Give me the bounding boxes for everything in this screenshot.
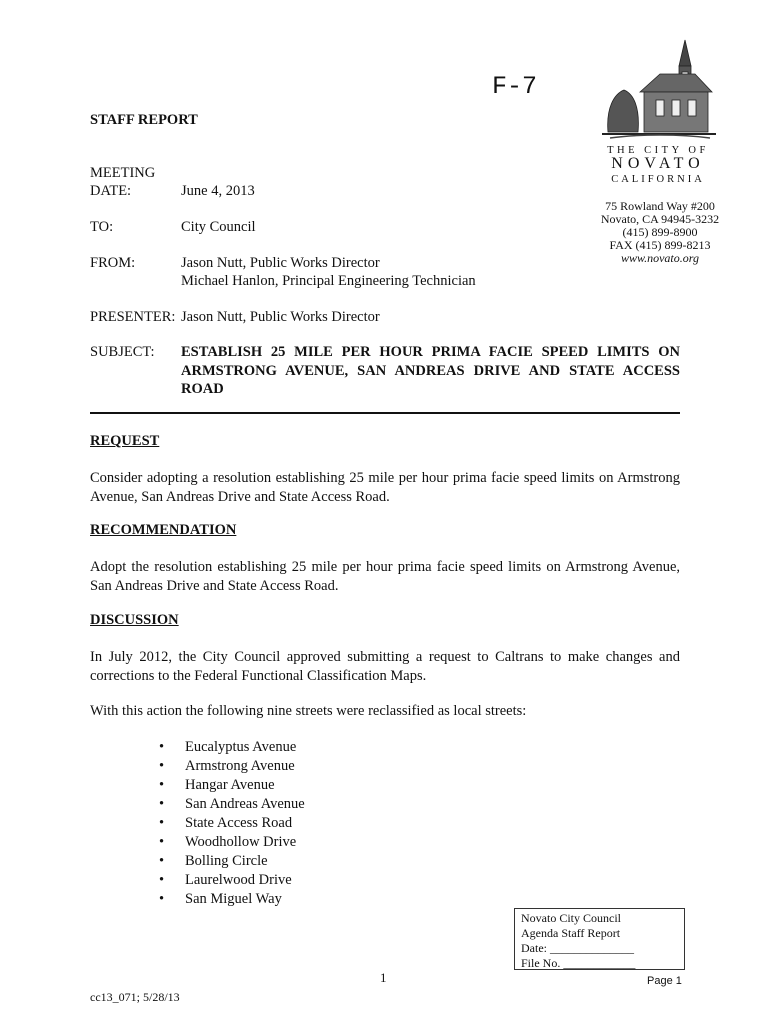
discussion-heading: DISCUSSION <box>90 612 179 628</box>
page-label: Page 1 <box>647 975 682 987</box>
address-fax: FAX (415) 899-8213 <box>609 238 711 252</box>
logo-city-of: THE CITY OF <box>607 145 709 156</box>
list-item: • Laurelwood Drive <box>159 871 305 890</box>
request-text: Consider adopting a resolution establishing 25 mile per hour prima facie speed limits on Armstrong Avenue, San Andreas Drive and State Access Road. <box>90 470 680 505</box>
to-label: TO: <box>90 219 114 235</box>
address-phone: (415) 899-8900 <box>622 225 698 239</box>
report-title: STAFF REPORT <box>90 112 198 128</box>
footer-file-code: cc13_071; 5/28/13 <box>90 990 180 1004</box>
agenda-box-file-no: File No. ____________ <box>521 956 636 970</box>
agenda-box-date: Date: ______________ <box>521 941 634 955</box>
list-item: • Eucalyptus Avenue <box>159 738 305 757</box>
city-address-block <box>560 200 760 265</box>
list-item: • Hangar Avenue <box>159 776 305 795</box>
list-item: • State Access Road <box>159 814 305 833</box>
from-line-1: Jason Nutt, Public Works Director <box>181 255 380 271</box>
logo-state: CALIFORNIA <box>611 174 705 185</box>
request-heading: REQUEST <box>90 433 160 449</box>
list-item: • San Andreas Avenue <box>159 795 305 814</box>
presenter-value: Jason Nutt, Public Works Director <box>181 309 380 325</box>
to-value: City Council <box>181 219 256 235</box>
list-item: • Bolling Circle <box>159 852 305 871</box>
list-item: • Woodhollow Drive <box>159 833 305 852</box>
divider-line <box>90 412 680 414</box>
subject-text: ESTABLISH 25 MILE PER HOUR PRIMA FACIE SPEED LIMITS ON ARMSTRONG AVENUE, SAN ANDREAS DRIVE AND STATE ACCESS ROAD <box>181 344 680 397</box>
document-mark: F-7 <box>492 72 538 101</box>
from-label: FROM: <box>90 255 136 271</box>
page-number: 1 <box>380 970 387 985</box>
from-line-2: Michael Hanlon, Principal Engineering Technician <box>181 273 476 289</box>
meeting-label: MEETING <box>90 165 156 181</box>
reclassified-streets-list <box>159 738 305 909</box>
discussion-paragraph-2: With this action the following nine streets were reclassified as local streets: <box>90 703 527 719</box>
subject-label: SUBJECT: <box>90 344 155 360</box>
discussion-paragraph-1: In July 2012, the City Council approved submitting a request to Caltrans to make changes and corrections to the Federal Functional Classification Maps. <box>90 649 680 684</box>
date-label: DATE: <box>90 183 132 199</box>
city-church-logo <box>600 38 718 144</box>
meeting-date: June 4, 2013 <box>181 183 255 199</box>
address-street: 75 Rowland Way #200 <box>605 199 715 213</box>
logo-city-name: NOVATO <box>611 155 705 172</box>
recommendation-text: Adopt the resolution establishing 25 mile per hour prima facie speed limits on Armstrong Avenue, San Andreas Drive and State Access Road. <box>90 559 680 594</box>
agenda-box-line-1: Novato City Council <box>521 911 621 925</box>
agenda-box-line-2: Agenda Staff Report <box>521 926 621 940</box>
list-item: • San Miguel Way <box>159 890 305 909</box>
recommendation-heading: RECOMMENDATION <box>90 522 237 538</box>
presenter-label: PRESENTER: <box>90 309 176 325</box>
address-website: www.novato.org <box>620 251 699 265</box>
list-item: • Armstrong Avenue <box>159 757 305 776</box>
address-city: Novato, CA 94945-3232 <box>600 212 720 226</box>
agenda-stamp-box <box>514 908 685 970</box>
